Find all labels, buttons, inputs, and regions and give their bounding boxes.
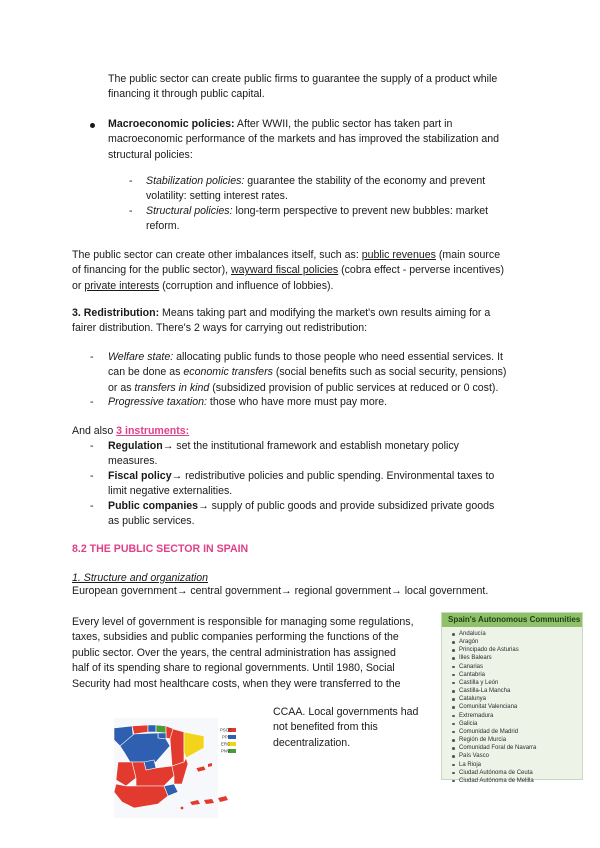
structural-item: - Structural policies: long-term perspective to prevent new bubbles: market reform. [129,205,489,233]
macro-line-3: structural policies: [108,148,193,161]
macro-bullet [90,117,530,163]
legend-psoe: PSOE [220,727,232,733]
legend-pnv: PNV [221,748,230,754]
legend-erc: ERC [221,741,231,747]
community-item: Cantabria [450,671,582,679]
welfare-label: Welfare state: [108,351,174,363]
community-item: Andalucía [450,630,582,638]
macro-line-1: Macroeconomic policies: After WWII, the public sector has taken part in [108,118,453,130]
autonomous-communities-box [441,612,583,784]
spain-political-map [70,712,260,836]
community-item: Catalunya [450,695,582,703]
redistribution-paragraph: 3. Redistribution: Means taking part and modifying the market's own results aiming for a fairer distribution. There's 2 ways for carrying out redistribution: [72,307,491,335]
progressive-item: - Progressive taxation: those who have more must pay more. [90,396,388,408]
public-revenues-term: public revenues [361,249,436,261]
structural-label: Structural policies: [146,205,233,217]
region-aragon [170,729,184,766]
community-item: Extremadura [450,712,582,720]
community-item: Castilla-La Mancha [450,687,582,695]
region-pais-vasco [156,725,166,733]
communities-list [442,630,582,785]
instruments-intro: And also 3 instruments: [72,425,190,437]
community-item: Comunidad de Madrid [450,728,582,736]
community-item: Aragón [450,638,582,646]
wayward-fiscal-term: wayward fiscal policies [231,264,339,277]
communities-title: Spain's Autonomous Communities [442,613,582,627]
community-item: Canarias [450,663,582,671]
fiscal-policy-item: - Fiscal policy→ redistributive policies and public spending. Environmental taxes to limit negative externalities. [90,470,495,498]
community-item: Illes Balears [450,654,582,662]
redistribution-title: 3. Redistribution: [72,307,160,319]
map-figure [70,712,260,836]
government-chain: European government→ central government→ regional government→ local government. [72,585,489,597]
structure-subheading: 1. Structure and organization [72,572,209,584]
every-level-paragraph: Every level of government is responsible for managing some regulations, taxes, subsidies and public companies performing the functions of the public sector. Over the years, the central administration has assigned half of its spending share to regional governments. Until 1980, Social Security had most healthcare costs, when they were transferred to the [72,616,414,690]
community-item: Principado de Asturias [450,646,582,654]
community-item: Ciudad Autónoma de Ceuta [450,769,582,777]
welfare-item: - Welfare state: allocating public funds to those people who need essential services. It can be done as economic transfers (social benefits such as social security, pensions) or as transfers in kind (subsidized provision of public services at reduced or 0 cost). [90,351,507,394]
stabilization-label: Stabilization policies: [146,175,245,187]
progressive-label: Progressive taxation: [108,396,207,408]
continuation-line-2: financing it through public capital. [108,88,265,100]
stabilization-item: - Stabilization policies: guarantee the stability of the economy and prevent volatility: setting interest rates. [129,175,486,203]
community-item: País Vasco [450,752,582,760]
macro-title: Macroeconomic policies: [108,118,235,130]
instruments-link[interactable]: 3 instruments: [116,425,190,437]
public-companies-item: - Public companies→ supply of public goods and provide subsidized private goods as public services. [90,500,495,528]
legend-pp: PP [222,734,228,740]
community-item: Galicia [450,720,582,728]
macro-line-2: macroeconomic performance of the markets and has improved the stabilization and [108,133,499,146]
community-item: Ciudad Autónoma de Melilla [450,777,582,785]
continuation-line-1: The public sector can create public firms to guarantee the supply of a product while [108,73,498,85]
community-item: Castilla y León [450,679,582,687]
legend-swatch-pp [228,735,236,739]
region-canarias-4 [181,807,184,810]
community-item: Comunitat Valenciana [450,703,582,711]
community-item: Comunidad Foral de Navarra [450,744,582,752]
section-heading: 8.2 THE PUBLIC SECTOR IN SPAIN [72,543,249,555]
region-cantabria [148,725,156,732]
community-item: Región de Murcia [450,736,582,744]
regulation-item: - Regulation→ set the institutional framework and establish monetary policy measures. [90,440,459,468]
bullet-dot [90,123,95,128]
private-interests-term: private interests [84,279,160,292]
community-item: La Rioja [450,761,582,769]
every-level-continuation: CCAA. Local governments had not benefited from this decentralization. [273,706,419,749]
imbalances-paragraph: The public sector can create other imbalances itself, such as: public revenues (main source of financing for the public sector), wayward fiscal policies (cobra effect - perverse incentives) or private interests (corruption and influence of lobbies). [72,249,504,292]
